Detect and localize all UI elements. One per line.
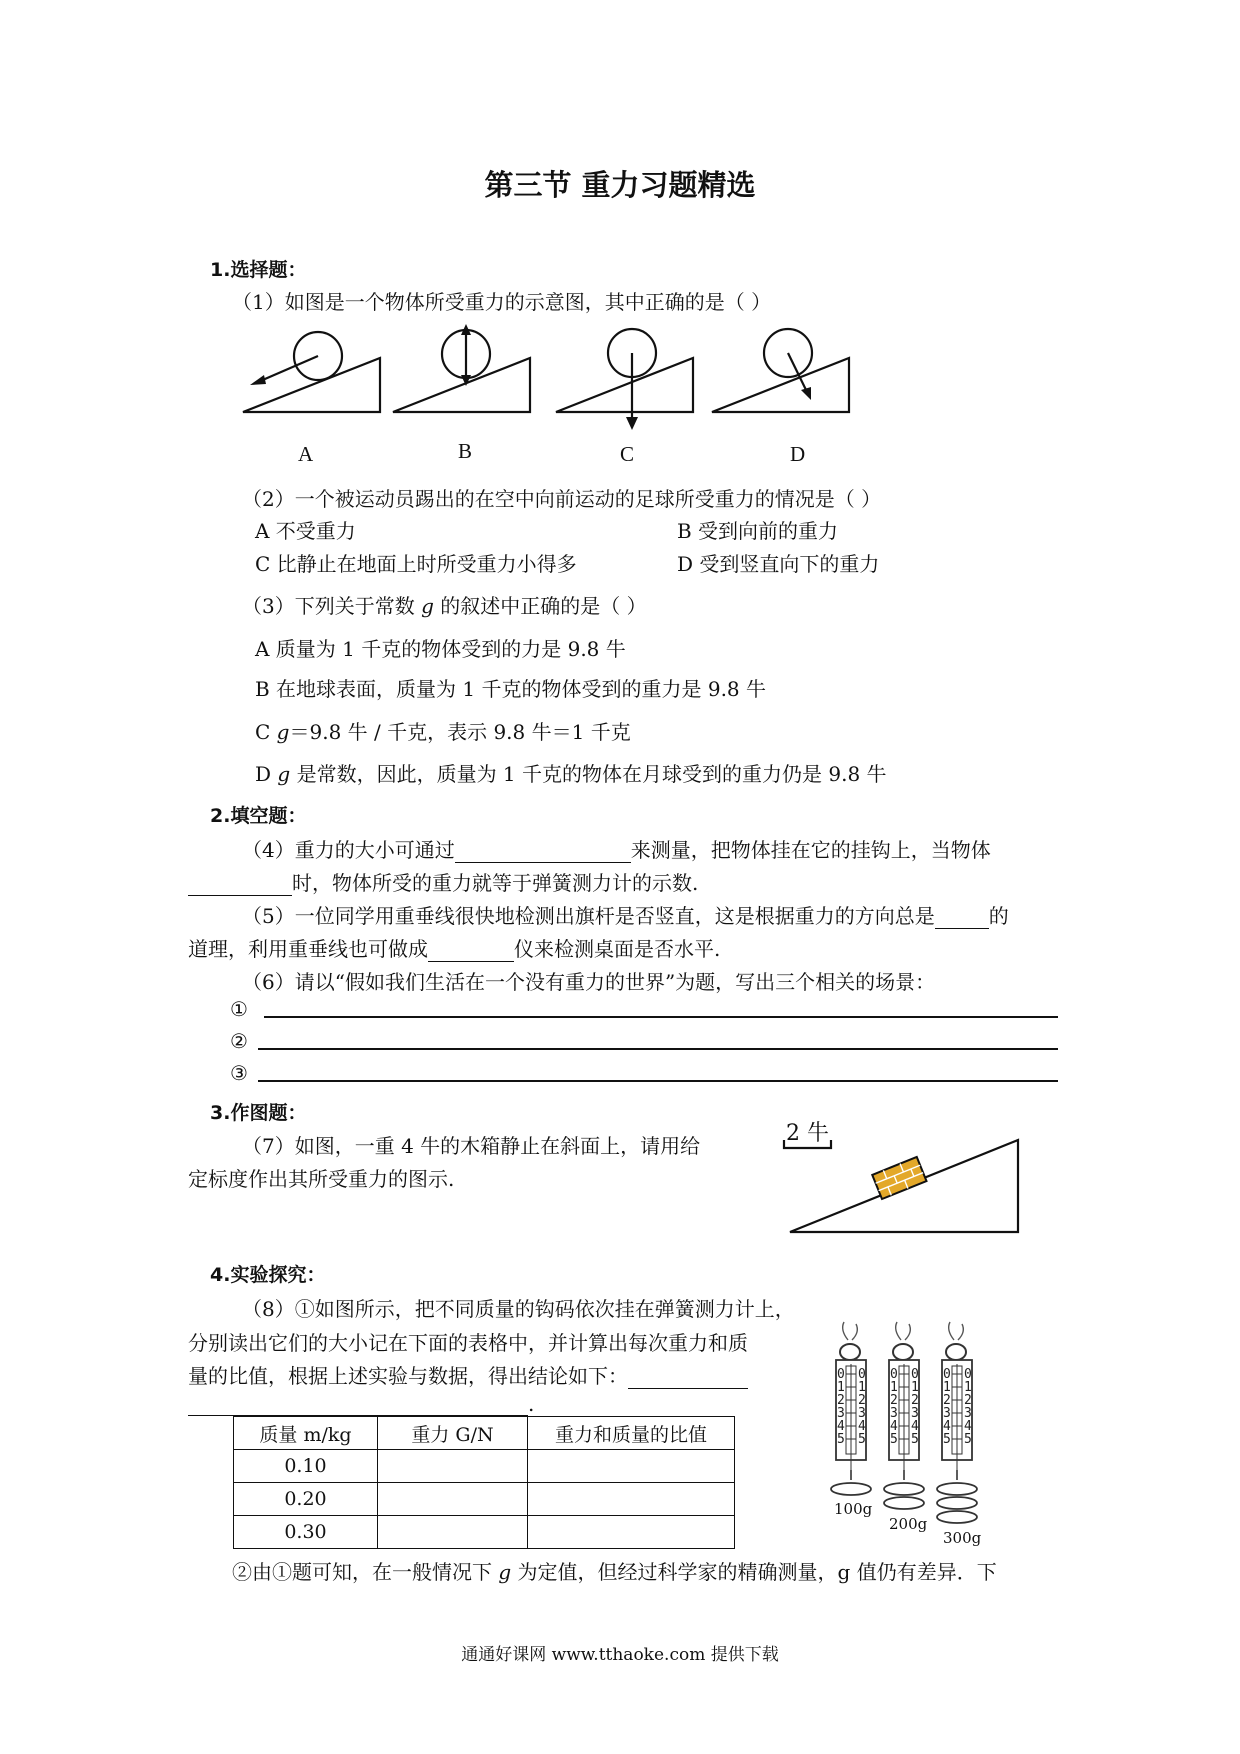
scale-number: 0 [911, 1367, 919, 1382]
q6-mark-3: ③ [230, 1061, 248, 1085]
scale-number: 3 [911, 1406, 919, 1421]
table-row [234, 1450, 735, 1483]
q7-line1: （7）如图，一重 4 牛的木箱静止在斜面上，请用给 [242, 1134, 701, 1158]
footer: 通通好课网 www.tthaoke.com 提供下载 [461, 1645, 779, 1665]
table-cell-ratio[interactable] [528, 1450, 735, 1483]
figure-b [393, 330, 530, 412]
q4-line2: 时，物体所受的重力就等于弹簧测力计的示数. [188, 867, 698, 896]
scale-number: 1 [890, 1380, 898, 1395]
table-header-gravity: 重力 G/N [378, 1417, 528, 1450]
q5-blank-1[interactable] [935, 908, 989, 929]
scale-number: 2 [858, 1393, 866, 1408]
q6-answer-line-2[interactable] [258, 1048, 1058, 1050]
scale-number: 0 [837, 1367, 845, 1382]
crate [872, 1157, 926, 1199]
q7-figure [780, 1136, 1020, 1236]
q8-line1: （8）①如图所示，把不同质量的钩码依次挂在弹簧测力计上， [242, 1297, 795, 1321]
scale-number: 5 [911, 1432, 919, 1447]
q6-mark-2: ② [230, 1029, 248, 1053]
section-experiment: 4.实验探究： [210, 1264, 326, 1286]
q6-answer-line-3[interactable] [258, 1080, 1058, 1082]
scale-number: 5 [964, 1432, 972, 1447]
scale-number: 1 [911, 1380, 919, 1395]
figure-c [556, 329, 693, 420]
q1-label-d: D [790, 442, 806, 466]
q6-answer-line-1[interactable] [264, 1016, 1058, 1018]
table-cell-gravity[interactable] [378, 1516, 528, 1549]
q4-blank-1[interactable] [455, 842, 631, 863]
q2-option-a: A 不受重力 [255, 519, 356, 543]
table-cell-ratio[interactable] [528, 1483, 735, 1516]
table-row [234, 1516, 735, 1549]
q5-line2: 道理，利用重垂线也可做成 仪来检测桌面是否水平. [188, 937, 721, 961]
q8-blank-2[interactable] [188, 1395, 528, 1416]
scale-number: 5 [858, 1432, 866, 1447]
q4-line1: （4）重力的大小可通过 来测量，把物体挂在它的挂钩上，当物体 [242, 838, 991, 862]
table-cell-gravity[interactable] [378, 1450, 528, 1483]
q3-option-d: D g 是常数，因此，质量为 1 千克的物体在月球受到的重力仍是 9.8 牛 [255, 762, 887, 786]
weight-label-100: 100g [834, 1500, 873, 1518]
scale-number: 0 [858, 1367, 866, 1382]
q1-figures [0, 318, 900, 468]
scale-number: 0 [964, 1367, 972, 1382]
table-cell-mass: 0.10 [234, 1450, 378, 1483]
q7-line2: 定标度作出其所受重力的图示. [188, 1167, 455, 1191]
scale-number: 2 [943, 1393, 951, 1408]
q1-label-b: B [458, 439, 473, 463]
scale-number: 5 [890, 1432, 898, 1447]
table-header-mass: 质量 m/kg [234, 1417, 378, 1450]
q6-mark-1: ① [230, 997, 248, 1021]
q2-text: （2）一个被运动员踢出的在空中向前运动的足球所受重力的情况是（ ） [242, 487, 882, 511]
section-choice: 1.选择题： [210, 259, 307, 281]
scale-number: 0 [890, 1367, 898, 1382]
table-row [234, 1483, 735, 1516]
section-fill: 2.填空题： [210, 805, 307, 827]
table-header-ratio: 重力和质量的比值 [528, 1417, 735, 1450]
scale-number: 3 [943, 1406, 951, 1421]
q2-option-b: B 受到向前的重力 [677, 519, 839, 543]
q2-option-c: C 比静止在地面上时所受重力小得多 [255, 552, 577, 576]
section-draw: 3.作图题： [210, 1102, 307, 1124]
q1-label-a: A [298, 442, 314, 466]
scale-number: 2 [837, 1393, 845, 1408]
page-title: 第三节 重力习题精选 [484, 168, 756, 202]
scale-number: 4 [964, 1419, 972, 1434]
q5-line1: （5）一位同学用重垂线很快地检测出旗杆是否竖直，这是根据重力的方向总是 的 [242, 904, 1009, 928]
q1-text: （1）如图是一个物体所受重力的示意图，其中正确的是（ ） [232, 290, 772, 314]
q8-blank-1[interactable] [628, 1368, 748, 1389]
scale-number: 4 [837, 1419, 845, 1434]
scale-number: 0 [943, 1367, 951, 1382]
scale-number: 3 [890, 1406, 898, 1421]
scale-number: 4 [890, 1419, 898, 1434]
q3-option-a: A 质量为 1 千克的物体受到的力是 9.8 牛 [255, 637, 626, 661]
q4-blank-2[interactable] [188, 875, 292, 896]
scale-number: 1 [964, 1380, 972, 1395]
table-cell-gravity[interactable] [378, 1483, 528, 1516]
scale-bar [784, 1140, 831, 1148]
scale-number: 2 [911, 1393, 919, 1408]
figure-d [712, 329, 849, 412]
table-cell-mass: 0.30 [234, 1516, 378, 1549]
q3-text: （3）下列关于常数 g 的叙述中正确的是（ ） [242, 594, 647, 618]
q8-line2: 分别读出它们的大小记在下面的表格中，并计算出每次重力和质 [188, 1331, 748, 1355]
table-cell-mass: 0.20 [234, 1483, 378, 1516]
scale-number: 2 [890, 1393, 898, 1408]
weight-label-200: 200g [889, 1515, 928, 1533]
experiment-table [233, 1416, 735, 1549]
scale-number: 1 [943, 1380, 951, 1395]
q1-label-c: C [620, 442, 635, 466]
q6-text: （6）请以“假如我们生活在一个没有重力的世界”为题，写出三个相关的场景： [242, 970, 936, 994]
scale-number: 5 [943, 1432, 951, 1447]
q7-scale-label: 2 牛 [786, 1121, 829, 1146]
scale-number: 4 [858, 1419, 866, 1434]
q8-part2-text: ②由①题可知，在一般情况下 g 为定值，但经过科学家的精确测量，g 值仍有差异．下 [232, 1560, 997, 1584]
weight-label-300: 300g [943, 1529, 982, 1547]
q8-line3: 量的比值，根据上述实验与数据，得出结论如下： [188, 1360, 748, 1389]
q5-blank-2[interactable] [428, 941, 514, 962]
q8-line4: . [188, 1392, 534, 1416]
scale-number: 3 [964, 1406, 972, 1421]
table-header-row [234, 1417, 735, 1450]
scale-number: 5 [837, 1432, 845, 1447]
table-cell-ratio[interactable] [528, 1516, 735, 1549]
scale-number: 4 [911, 1419, 919, 1434]
scale-number: 3 [837, 1406, 845, 1421]
q2-option-d: D 受到竖直向下的重力 [677, 552, 880, 576]
scale-number: 1 [858, 1380, 866, 1395]
q3-option-b: B 在地球表面，质量为 1 千克的物体受到的重力是 9.8 牛 [255, 677, 767, 701]
scale-number: 2 [964, 1393, 972, 1408]
figure-a [243, 332, 380, 412]
q3-option-c: C g＝9.8 牛 / 千克，表示 9.8 牛＝1 千克 [255, 720, 631, 744]
scale-number: 3 [858, 1406, 866, 1421]
scale-number: 4 [943, 1419, 951, 1434]
scale-number: 1 [837, 1380, 845, 1395]
